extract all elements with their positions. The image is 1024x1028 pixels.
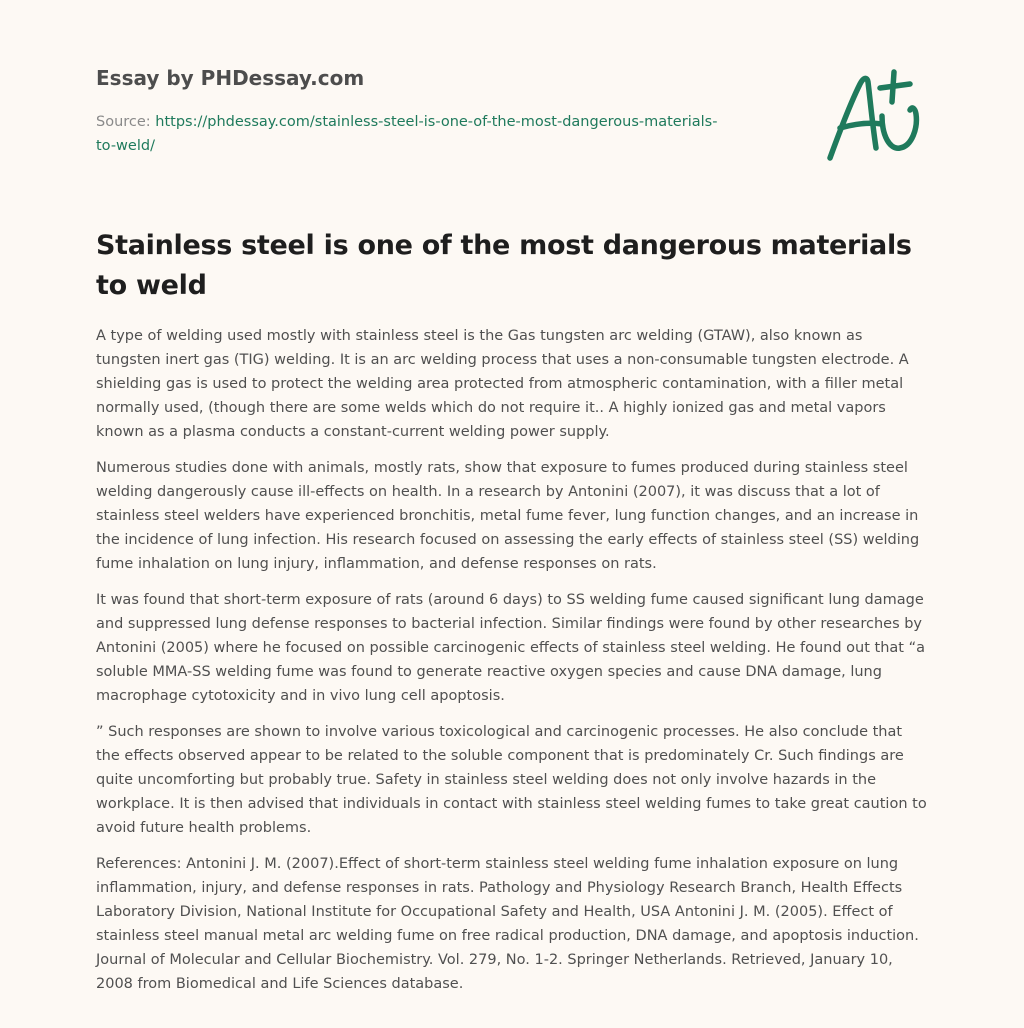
- source-line: [96, 110, 736, 158]
- a-plus-logo-icon: [820, 66, 930, 166]
- source-label: Source:: [96, 114, 151, 130]
- page-title: Stainless steel is one of the most dangerous materials to weld: [96, 230, 912, 301]
- paragraph: ” Such responses are shown to involve various toxicological and carcinogenic processes. He also conclude that the effects observed appear to be related to the soluble component that is predominately Cr. Such findings are quite uncomforting but probably true. Safety in stainless steel welding does not only involve hazards in the workplace. It is then advised that individuals in contact with stainless steel welding fumes to take great caution to avoid future health problems.: [96, 724, 927, 836]
- source-link[interactable]: https://phdessay.com/stainless-steel-is-one-of-the-most-dangerous-materials-to-weld/: [96, 114, 718, 154]
- article-body: [96, 324, 928, 1008]
- paragraph: It was found that short-term exposure of rats (around 6 days) to SS welding fume caused significant lung damage and suppressed lung defense responses to bacterial infection. Similar findings were found by other researches by Antonini (2005) where he focused on possible carcinogenic effects of stainless steel welding. He found out that “a soluble MMA-SS welding fume was found to generate reactive oxygen species and cause DNA damage, lung macrophage cytotoxicity and in vivo lung cell apoptosis.: [96, 592, 925, 704]
- brand-title: Essay by PHDessay.com: [96, 66, 365, 90]
- paragraph: A type of welding used mostly with stainless steel is the Gas tungsten arc welding (GTAW), also known as tungsten inert gas (TIG) welding. It is an arc welding process that uses a non-consumable tungsten electrode. A shielding gas is used to protect the welding area protected from atmospheric contamination, with a filler metal normally used, (though there are some welds which do not require it.. A highly ionized gas and metal vapors known as a plasma conducts a constant-current welding power supply.: [96, 328, 909, 440]
- paragraph: Numerous studies done with animals, mostly rats, show that exposure to fumes produced during stainless steel welding dangerously cause ill-effects on health. In a research by Antonini (2007), it was discuss that a lot of stainless steel welders have experienced bronchitis, metal fume fever, lung function changes, and an increase in the incidence of lung infection. His research focused on assessing the early effects of stainless steel (SS) welding fume inhalation on lung injury, inflammation, and defense responses on rats.: [96, 460, 920, 572]
- page-header: [96, 64, 796, 158]
- references-paragraph: References: Antonini J. M. (2007).Effect of short-term stainless steel welding fume inhalation exposure on lung inflammation, injury, and defense responses in rats. Pathology and Physiology Research Branch, Health Effects Laboratory Division, National Institute for Occupational Safety and Health, USA Antonini J. M. (2005). Effect of stainless steel manual metal arc welding fume on free radical production, DNA damage, and apoptosis induction. Journal of Molecular and Cellular Biochemistry. Vol. 279, No. 1-2. Springer Netherlands. Retrieved, January 10, 2008 from Biomedical and Life Sciences database.: [96, 856, 919, 992]
